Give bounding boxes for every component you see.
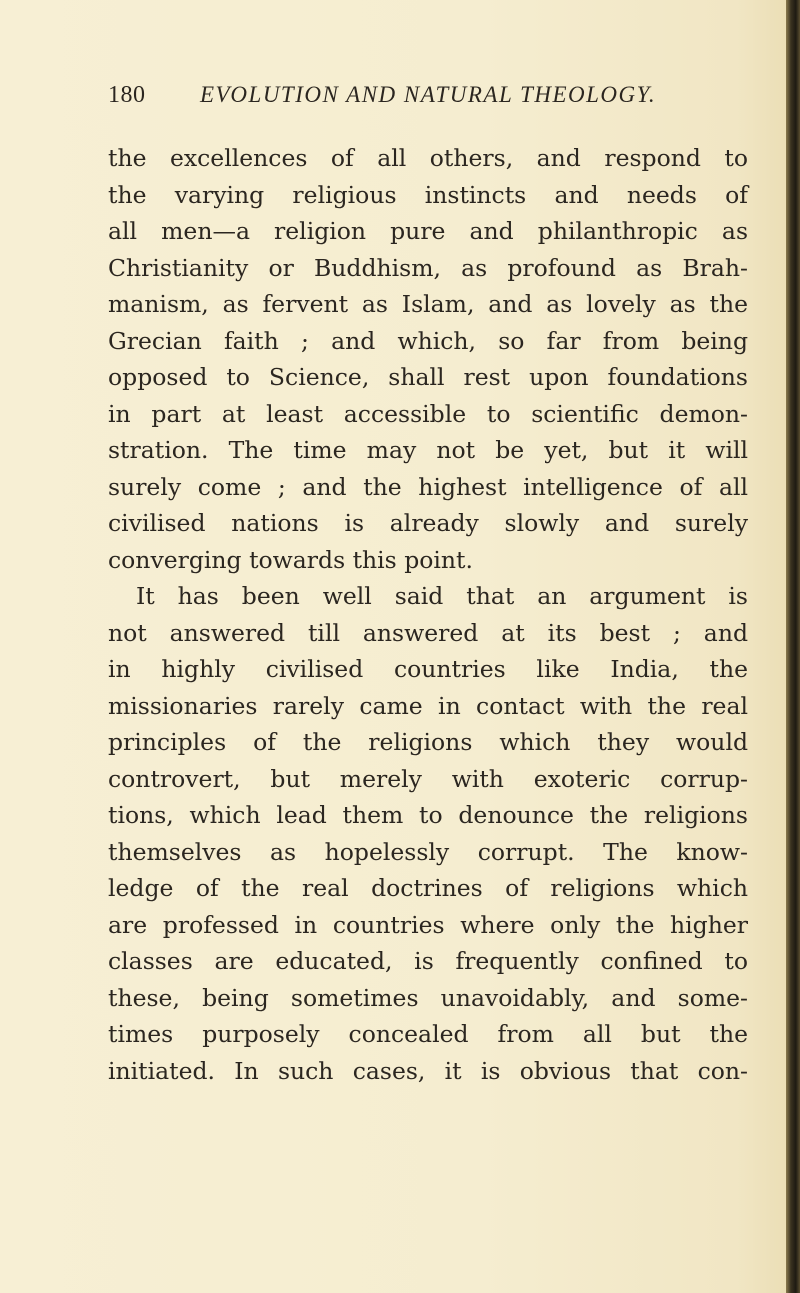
page-binding-edge [786,0,800,1293]
text-line: civilised nations is already slowly and surely [108,509,748,537]
text-line: the excellences of all others, and respond to [108,144,748,172]
text-line: surely come ; and the highest intelligence of all [108,472,748,501]
text-line: in highly civilised countries like India, the [108,655,748,683]
text-line: these, being sometimes unavoidably, and some- [108,983,748,1012]
text-line: initiated. In such cases, it is obvious that con- [108,1056,748,1085]
text-line: classes are educated, is frequently confined to [108,947,748,975]
text-line: times purposely concealed from all but the [108,1020,748,1048]
text-line: opposed to Science, shall rest upon foundations [108,363,748,391]
page-number: 180 [108,82,146,108]
text-line: not answered till answered at its best ; and [108,618,748,647]
paragraph-end-line: converging towards this point. [108,545,473,574]
text-line: ledge of the real doctrines of religions which [108,874,748,902]
text-line: controvert, but merely with exoteric corrup- [108,764,748,793]
text-line: Christianity or Buddhism, as profound as Brah- [108,253,748,282]
text-line: are professed in countries where only the higher [108,910,748,939]
text-line: stration. The time may not be yet, but it will [108,436,748,464]
running-title: EVOLUTION AND NATURAL THEOLOGY. [200,82,657,107]
text-line: in part at least accessible to scientific demon- [108,399,748,428]
text-line: tions, which lead them to denounce the religions [108,801,748,829]
page-header [108,82,748,116]
text-line: principles of the religions which they would [108,728,748,756]
text-line: manism, as fervent as Islam, and as lovely as the [108,290,748,318]
paragraph-start-line: It has been well said that an argument is [136,582,748,610]
text-line: themselves as hopelessly corrupt. The know- [108,837,748,866]
text-line: Grecian faith ; and which, so far from being [108,326,748,355]
text-line: missionaries rarely came in contact with the real [108,691,748,720]
text-line: all men—a religion pure and philanthropic as [108,217,748,245]
body-text [108,140,748,1089]
text-line: the varying religious instincts and needs of [108,180,748,209]
